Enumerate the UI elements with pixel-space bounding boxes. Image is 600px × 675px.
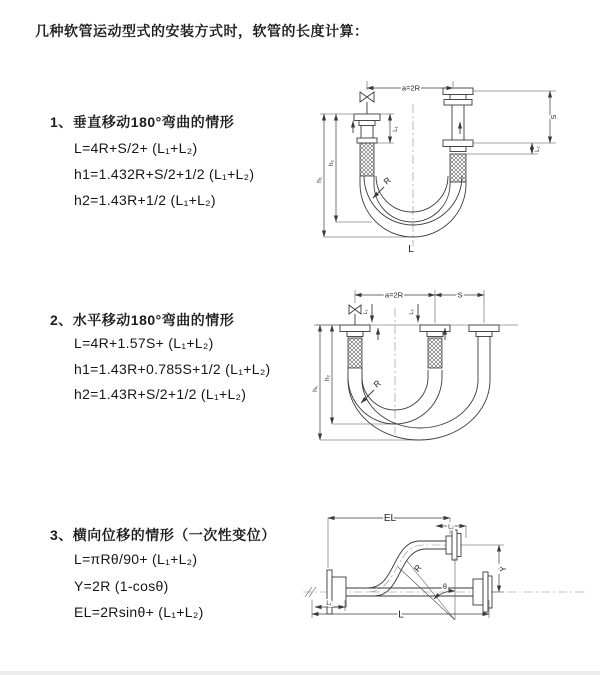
right-pipe [443,81,473,182]
dim-s-label: S [551,114,558,120]
angle-construction [398,558,455,620]
middle-pipe [420,290,450,368]
dim-l-label: L [398,609,404,621]
section3-formula-l: L=πRθ/90+ (L₁+L₂) [74,551,198,567]
dim-h2-label: h₂ [324,374,331,382]
left-flange [327,570,346,614]
section2-formula-l: L=4R+1.57S+ (L₁+L₂) [74,335,214,351]
dim-h1-label: h₁ [312,386,319,392]
section1-formula-h2: h2=1.43R+1/2 (L₁+L₂) [74,192,216,208]
dim-s-label: S [457,290,463,300]
radius-label: R [411,562,424,574]
dim-l2-label: L₂ [448,524,454,531]
dim-a-label: a=2R [384,290,404,300]
braided-hose-section [348,338,362,368]
dim-h1-label: h₁ [316,177,323,183]
dim-l1-label: L₁ [363,309,369,315]
section3-heading: 3、横向位移的情形（一次性变位） [50,527,276,543]
dimensions [316,84,558,256]
valve-icon [360,92,374,102]
left-pipe [340,290,370,368]
braided-hose-section [428,338,442,368]
section2-formula-h2: h2=1.43R+S/2+1/2 (L₁+L₂) [74,386,247,402]
page-title: 几种软管运动型式的安装方式时，软管的长度计算： [35,23,369,39]
dim-l2-label: L₂ [409,309,415,315]
braided-hose-section [360,143,374,176]
section1-formula-h1: h1=1.432R+S/2+1/2 (L₁+L₂) [74,166,255,182]
diagram-horizontal-180-bend [308,282,600,460]
section1-formula-l: L=4R+S/2+ (L₁+L₂) [74,140,198,156]
length-label: L [408,244,414,255]
section2-formula-h1: h1=1.43R+0.785S+1/2 (L₁+L₂) [74,361,271,377]
dim-l2-label: L₂ [535,146,541,152]
diagram-lateral-displacement [298,498,600,660]
dim-y-label: Y [499,566,508,572]
dim-l1-label: L₁ [326,601,332,607]
radius-label: R [371,377,383,390]
dimensions [312,291,484,441]
radius-label: R [381,174,393,187]
diagram-vertical-180-bend [310,68,600,263]
left-pipe [354,81,380,176]
section1-heading: 1、垂直移动180°弯曲的情形 [50,114,235,130]
dim-a-label: a=2R [401,83,421,93]
section2-heading: 2、水平移动180°弯曲的情形 [50,312,235,328]
section3-formula-y: Y=2R (1-cosθ) [74,578,169,594]
upper-flange [446,530,461,560]
scan-edge [0,671,600,675]
dim-h2-label: h₂ [328,159,335,167]
dim-el-label: EL [383,513,397,524]
valve-icon [349,305,361,314]
right-pipe-displaced [469,290,499,378]
hose-u-bend [348,368,490,440]
dim-l1-label: L₁ [393,126,399,132]
section3-formula-el: EL=2Rsinθ+ (L₁+L₂) [74,604,204,620]
theta-label: θ [443,584,447,591]
braided-hose-section [450,154,466,182]
